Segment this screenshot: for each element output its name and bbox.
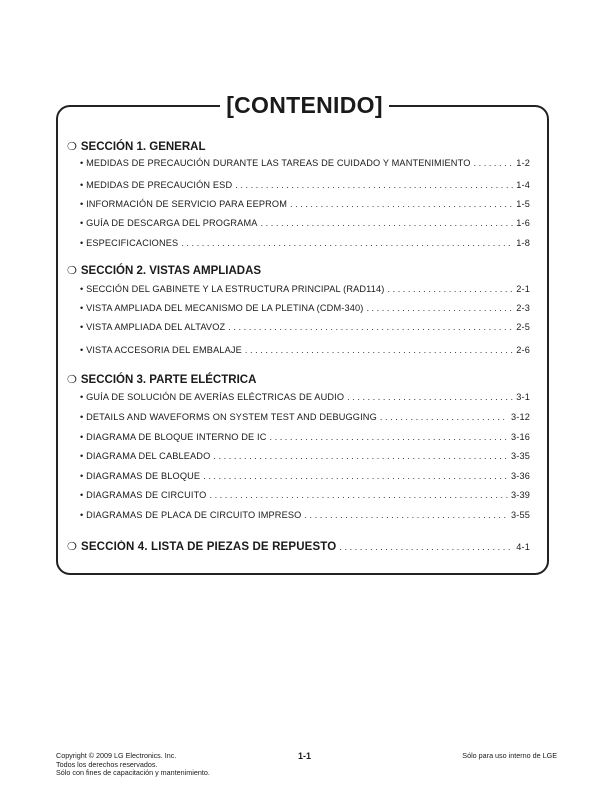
toc-entry[interactable]: • DIAGRAMA DEL CABLEADO . . . 3-35	[80, 449, 530, 463]
toc-entry[interactable]: • DIAGRAMAS DE CIRCUITO . . . 3-39	[80, 488, 530, 502]
toc-entry[interactable]: • DETAILS AND WAVEFORMS ON SYSTEM TEST AND DEBUGGING . . . 3-12	[80, 410, 530, 424]
dot-leader	[213, 449, 508, 463]
toc-entry[interactable]: • VISTA ACCESORIA DEL EMBALAJE . . . 2-6	[80, 343, 530, 357]
dot-leader	[339, 540, 513, 554]
dot-leader	[209, 488, 508, 502]
toc-entry[interactable]: • VISTA AMPLIADA DEL ALTAVOZ . . . 2-5	[80, 320, 530, 334]
circle-bullet-icon: ❍	[67, 374, 77, 386]
toc-entry[interactable]: • GUÍA DE DESCARGA DEL PROGRAMA . . . 1-6	[80, 216, 530, 230]
page-title: [CONTENIDO]	[220, 92, 389, 118]
circle-bullet-icon: ❍	[67, 141, 77, 153]
dot-leader	[380, 410, 508, 424]
dot-leader	[474, 156, 514, 170]
section-4-heading[interactable]: ❍ SECCIÓN 4. LISTA DE PIEZAS DE REPUESTO . . . 4-1	[67, 540, 530, 554]
dot-leader	[347, 390, 513, 404]
toc-entry[interactable]: • DIAGRAMAS DE BLOQUE . . . 3-36	[80, 469, 530, 483]
contents-frame	[56, 105, 549, 575]
dot-leader	[387, 282, 513, 296]
dot-leader	[290, 197, 513, 211]
circle-bullet-icon: ❍	[67, 541, 78, 553]
toc-entry[interactable]: • MEDIDAS DE PRECAUCIÓN ESD . . . 1-4	[80, 178, 530, 192]
toc-entry[interactable]: • VISTA AMPLIADA DEL MECANISMO DE LA PLETINA (CDM-340) . . . 2-3	[80, 301, 530, 315]
dot-leader	[269, 430, 508, 444]
page-number: 1-1	[297, 751, 311, 761]
section-2-heading: ❍ SECCIÓN 2. VISTAS AMPLIADAS	[67, 265, 262, 277]
toc-entry[interactable]: • DIAGRAMAS DE PLACA DE CIRCUITO IMPRESO . . . 3-55	[80, 508, 530, 522]
internal-use-note: Sólo para uso interno de LGE	[462, 751, 557, 760]
dot-leader	[261, 216, 514, 230]
dot-leader	[366, 301, 513, 315]
dot-leader	[304, 508, 508, 522]
dot-leader	[203, 469, 508, 483]
toc-entry[interactable]: • ESPECIFICACIONES . . . 1-8	[80, 236, 530, 250]
dot-leader	[235, 178, 513, 192]
toc-entry[interactable]: • SECCIÓN DEL GABINETE Y LA ESTRUCTURA PRINCIPAL (RAD114) . . . 2-1	[80, 282, 530, 296]
section-3-heading: ❍ SECCIÓN 3. PARTE ELÉCTRICA	[67, 374, 257, 386]
copyright-notice: Copyright © 2009 LG Electronics. Inc. Todos los derechos reservados. Sólo con fines de capacitación y mantenimiento.	[56, 751, 210, 777]
toc-entry[interactable]: • INFORMACIÓN DE SERVICIO PARA EEPROM . . . 1-5	[80, 197, 530, 211]
section-1-heading: ❍ SECCIÓN 1. GENERAL	[67, 141, 206, 153]
toc-entry[interactable]: • GUÍA DE SOLUCIÓN DE AVERÍAS ELÉCTRICAS DE AUDIO . . . 3-1	[80, 390, 530, 404]
circle-bullet-icon: ❍	[67, 265, 77, 277]
dot-leader	[245, 343, 513, 357]
dot-leader	[228, 320, 513, 334]
dot-leader	[181, 236, 513, 250]
toc-entry[interactable]: • MEDIDAS DE PRECAUCIÓN DURANTE LAS TAREAS DE CUIDADO Y MANTENIMIENTO . . . 1-2	[80, 156, 530, 170]
toc-entry[interactable]: • DIAGRAMA DE BLOQUE INTERNO DE IC . . . 3-16	[80, 430, 530, 444]
